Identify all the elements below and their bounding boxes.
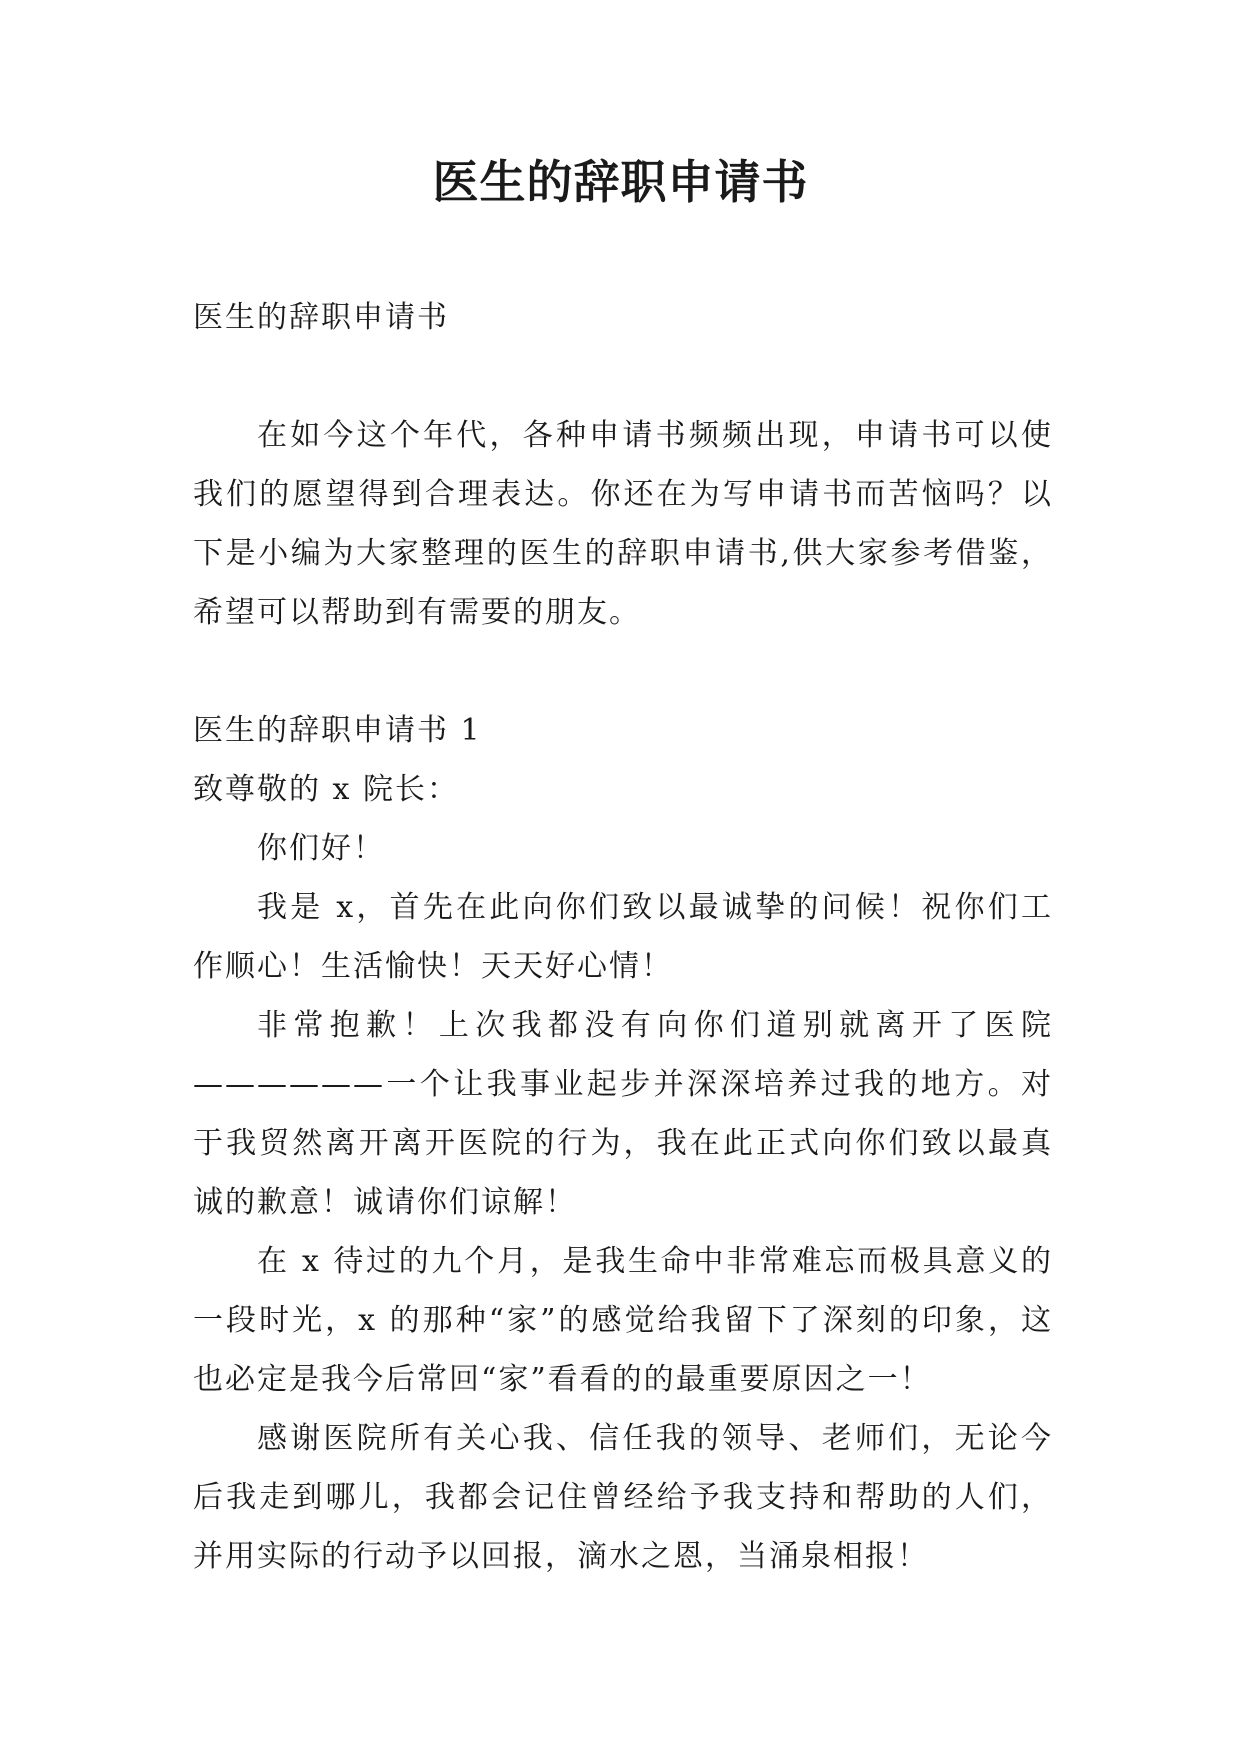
greeting-paragraph: 你们好！: [257, 831, 385, 866]
body-paragraph-3: 在 x 待过的九个月，是我生命中非常难忘而极具意义的一段时光，x 的那种“家”的感觉给我留下了深刻的印象，这也必定是我今后常回“家”看看的的最重要原因之一！: [193, 1244, 1053, 1397]
body-paragraph-4: 感谢医院所有关心我、信任我的领导、老师们，无论今后我走到哪儿，我都会记住曾经给予我支持和帮助的人们，并用实际的行动予以回报，滴水之恩，当涌泉相报！: [193, 1421, 1053, 1574]
body-paragraph-1: 我是 x，首先在此向你们致以最诚挚的问候！祝你们工作顺心！生活愉快！天天好心情！: [193, 890, 1053, 984]
salutation: 致尊敬的 x 院长：: [193, 772, 459, 807]
section-heading: 医生的辞职申请书 1: [193, 713, 482, 748]
document-body: [193, 288, 1053, 1586]
document-title: 医生的辞职申请书: [432, 155, 809, 209]
document-subtitle: 医生的辞职申请书: [193, 300, 449, 335]
intro-paragraph: 在如今这个年代，各种申请书频频出现，申请书可以使我们的愿望得到合理表达。你还在为写申请书而苦恼吗？以下是小编为大家整理的医生的辞职申请书,供大家参考借鉴，希望可以帮助到有需要的朋友。: [193, 418, 1053, 630]
body-paragraph-2: 非常抱歉！上次我都没有向你们道别就离开了医院——————一个让我事业起步并深深培养过我的地方。对于我贸然离开离开医院的行为，我在此正式向你们致以最真诚的歉意！诚请你们谅解！: [193, 1008, 1053, 1220]
